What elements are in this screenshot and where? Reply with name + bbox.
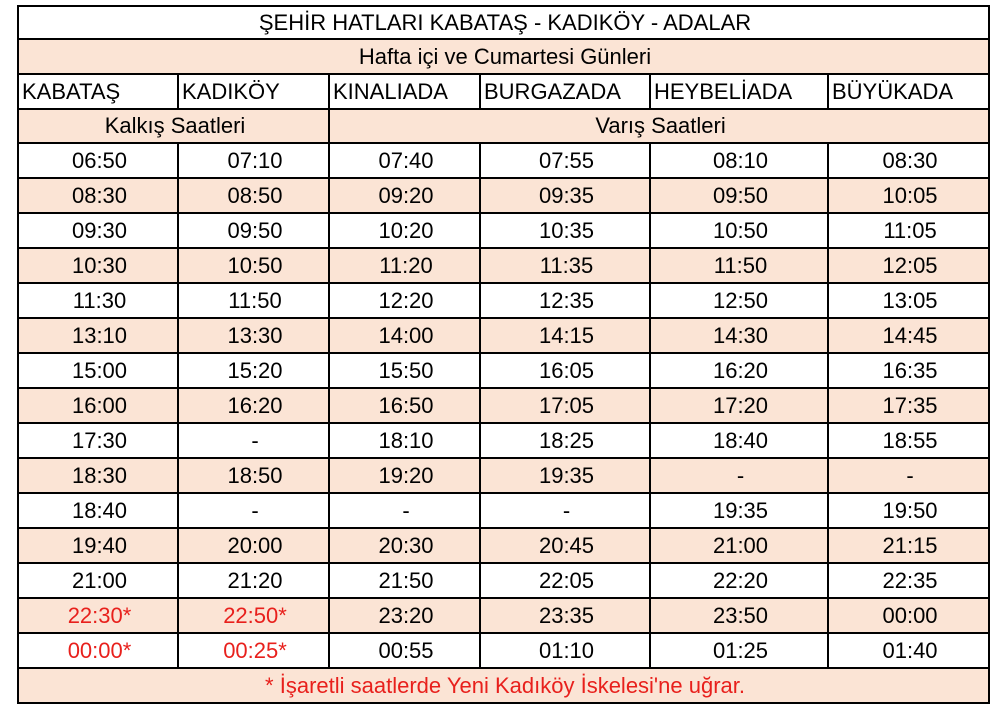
time-cell: 19:35 (480, 458, 650, 493)
time-cell: 09:30 (18, 213, 178, 248)
time-cell: 23:35 (480, 598, 650, 633)
table-row (18, 423, 989, 458)
table-row (18, 213, 989, 248)
time-cell: 01:40 (828, 633, 989, 668)
time-cell: 19:20 (329, 458, 480, 493)
time-cell: 18:50 (178, 458, 329, 493)
time-cell: 15:50 (329, 353, 480, 388)
time-cell: 09:35 (480, 178, 650, 213)
time-cell: 11:20 (329, 248, 480, 283)
time-cell: 17:05 (480, 388, 650, 423)
time-cell: 17:20 (650, 388, 828, 423)
time-cell: - (329, 493, 480, 528)
time-cell: 22:35 (828, 563, 989, 598)
column-header-heybeliada: HEYBELİADA (650, 74, 828, 109)
ferry-schedule-table (17, 5, 990, 704)
column-header-kabatas: KABATAŞ (18, 74, 178, 109)
schedule-title: ŞEHİR HATLARI KABATAŞ - KADIKÖY - ADALAR (18, 6, 989, 39)
time-cell: 11:50 (178, 283, 329, 318)
time-cell: 12:35 (480, 283, 650, 318)
time-cell: 07:55 (480, 143, 650, 178)
time-cell: 00:00 (828, 598, 989, 633)
time-cell: 16:20 (650, 353, 828, 388)
time-cell: 12:20 (329, 283, 480, 318)
time-cell: 22:20 (650, 563, 828, 598)
time-cell: 11:50 (650, 248, 828, 283)
time-cell: 18:55 (828, 423, 989, 458)
time-cell: 22:30* (18, 598, 178, 633)
arrival-times-header: Varış Saatleri (329, 109, 989, 143)
time-cell: 21:00 (650, 528, 828, 563)
table-row (18, 633, 989, 668)
time-cell: 20:00 (178, 528, 329, 563)
table-row (18, 388, 989, 423)
time-cell: 10:20 (329, 213, 480, 248)
column-header-buyukada: BÜYÜKADA (828, 74, 989, 109)
time-cell: 20:45 (480, 528, 650, 563)
time-cell: 14:00 (329, 318, 480, 353)
time-cell: 16:00 (18, 388, 178, 423)
table-row (18, 283, 989, 318)
time-cell: - (650, 458, 828, 493)
time-cell: 16:05 (480, 353, 650, 388)
time-cell: 00:55 (329, 633, 480, 668)
time-cell: 21:50 (329, 563, 480, 598)
time-cell: 10:35 (480, 213, 650, 248)
time-cell: 19:50 (828, 493, 989, 528)
time-cell: 14:30 (650, 318, 828, 353)
time-cell: 15:00 (18, 353, 178, 388)
time-cell: 01:10 (480, 633, 650, 668)
time-cell: 10:30 (18, 248, 178, 283)
time-cell: 21:00 (18, 563, 178, 598)
time-cell: 09:50 (650, 178, 828, 213)
time-cell: 01:25 (650, 633, 828, 668)
table-row (18, 528, 989, 563)
time-cell: 16:20 (178, 388, 329, 423)
time-cell: - (480, 493, 650, 528)
table-row (18, 318, 989, 353)
time-cell: 11:05 (828, 213, 989, 248)
schedule-subtitle: Hafta içi ve Cumartesi Günleri (18, 39, 989, 74)
table-row (18, 143, 989, 178)
time-cell: 10:50 (178, 248, 329, 283)
time-cell: - (178, 423, 329, 458)
time-cell: 16:50 (329, 388, 480, 423)
time-cell: 00:00* (18, 633, 178, 668)
time-cell: 14:45 (828, 318, 989, 353)
column-header-kinaliada: KINALIADA (329, 74, 480, 109)
schedule-rows (18, 143, 989, 668)
time-cell: 08:50 (178, 178, 329, 213)
time-cell: - (178, 493, 329, 528)
time-cell: 20:30 (329, 528, 480, 563)
table-row (18, 458, 989, 493)
time-cell: 09:20 (329, 178, 480, 213)
time-cell: 09:50 (178, 213, 329, 248)
time-cell: - (828, 458, 989, 493)
table-row (18, 353, 989, 388)
time-cell: 07:10 (178, 143, 329, 178)
time-cell: 00:25* (178, 633, 329, 668)
table-row (18, 248, 989, 283)
time-cell: 18:30 (18, 458, 178, 493)
time-cell: 06:50 (18, 143, 178, 178)
time-cell: 13:05 (828, 283, 989, 318)
time-cell: 11:35 (480, 248, 650, 283)
table-row (18, 493, 989, 528)
time-cell: 23:50 (650, 598, 828, 633)
time-cell: 22:05 (480, 563, 650, 598)
time-cell: 13:30 (178, 318, 329, 353)
column-header-kadikoy: KADIKÖY (178, 74, 329, 109)
time-cell: 13:10 (18, 318, 178, 353)
time-cell: 18:25 (480, 423, 650, 458)
time-cell: 18:40 (650, 423, 828, 458)
time-cell: 22:50* (178, 598, 329, 633)
time-cell: 18:10 (329, 423, 480, 458)
table-row (18, 178, 989, 213)
table-row (18, 598, 989, 633)
time-cell: 14:15 (480, 318, 650, 353)
time-cell: 08:30 (828, 143, 989, 178)
time-cell: 19:40 (18, 528, 178, 563)
time-cell: 21:20 (178, 563, 329, 598)
time-cell: 17:35 (828, 388, 989, 423)
time-cell: 19:35 (650, 493, 828, 528)
time-cell: 17:30 (18, 423, 178, 458)
time-cell: 08:10 (650, 143, 828, 178)
time-cell: 10:50 (650, 213, 828, 248)
time-cell: 18:40 (18, 493, 178, 528)
time-cell: 12:05 (828, 248, 989, 283)
footnote: * İşaretli saatlerde Yeni Kadıköy İskelesi'ne uğrar. (18, 668, 989, 703)
time-cell: 21:15 (828, 528, 989, 563)
time-cell: 08:30 (18, 178, 178, 213)
time-cell: 07:40 (329, 143, 480, 178)
table-row (18, 563, 989, 598)
time-cell: 16:35 (828, 353, 989, 388)
departure-times-header: Kalkış Saatleri (18, 109, 329, 143)
time-cell: 12:50 (650, 283, 828, 318)
time-cell: 10:05 (828, 178, 989, 213)
time-cell: 11:30 (18, 283, 178, 318)
time-cell: 15:20 (178, 353, 329, 388)
column-header-burgazada: BURGAZADA (480, 74, 650, 109)
time-cell: 23:20 (329, 598, 480, 633)
